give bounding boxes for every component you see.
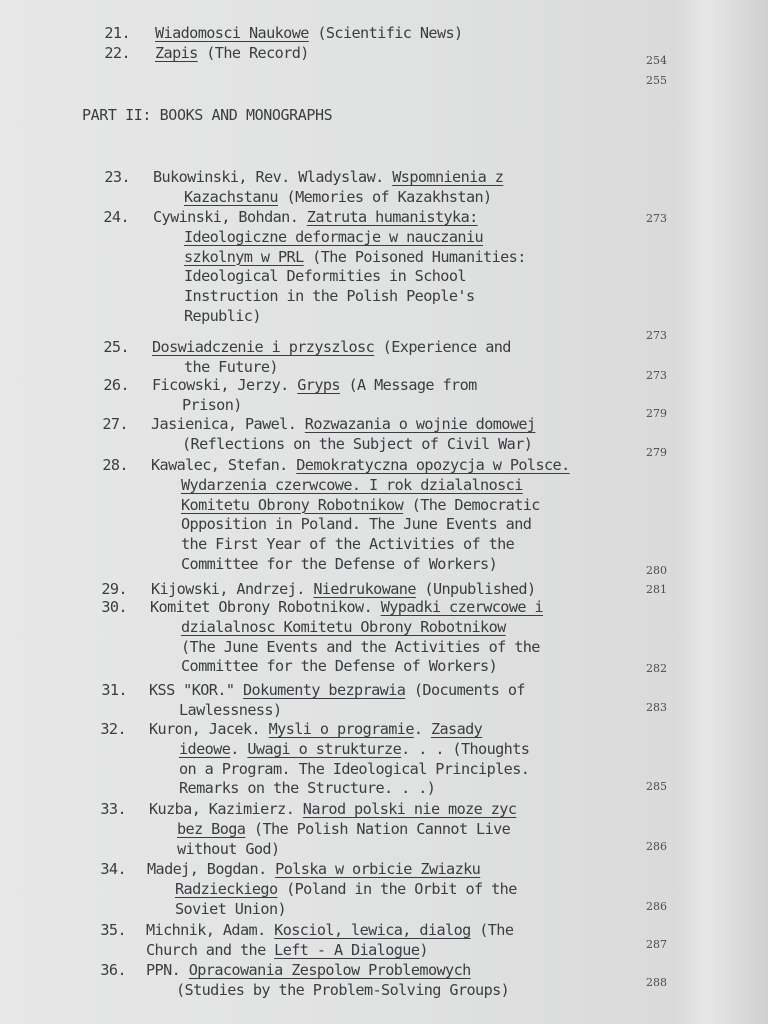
underlined-title: Zatruta humanistyka: bbox=[306, 208, 478, 226]
entry-line bbox=[184, 357, 278, 377]
entry-text: KSS "KOR." bbox=[149, 681, 243, 699]
entry-line bbox=[184, 286, 474, 306]
underlined-title: Zapis bbox=[155, 44, 198, 62]
entry-text: Instruction in the Polish People's bbox=[184, 287, 475, 306]
entry-line bbox=[181, 554, 497, 574]
underlined-title: Radzieckiego bbox=[175, 879, 278, 898]
entry-line bbox=[151, 455, 570, 475]
entry-text: (Memories of Kazakhstan) bbox=[277, 187, 492, 206]
page-number: 281 bbox=[646, 583, 667, 596]
underlined-title: Dokumenty bezprawia bbox=[242, 681, 406, 699]
entry-text: Kijowski, Andrzej. bbox=[151, 580, 314, 598]
entry-line bbox=[153, 207, 478, 227]
entry-text: Jasienica, Pawel. bbox=[151, 415, 305, 433]
entry-text: ) bbox=[419, 940, 428, 959]
page-number: 286 bbox=[646, 840, 667, 853]
underlined-title: Uwagi o strukturze bbox=[247, 739, 402, 758]
underlined-title: Zasady bbox=[430, 720, 483, 738]
entry-line bbox=[181, 656, 497, 676]
entry-line bbox=[150, 597, 543, 617]
entry-line bbox=[149, 680, 525, 700]
entry-text: (Scientific News) bbox=[308, 24, 463, 42]
underlined-title: Komitetu Obrony Robotnikow bbox=[181, 495, 404, 514]
entry-text: Cywinski, Bohdan. bbox=[153, 208, 307, 226]
entry-text: the Future) bbox=[184, 357, 278, 376]
entry-line bbox=[181, 495, 540, 515]
entry-text: Kuzba, Kazimierz. bbox=[149, 800, 303, 818]
page-number: 282 bbox=[646, 662, 667, 675]
underlined-title: Polska w orbicie Zwiazku bbox=[275, 860, 481, 878]
entry-text: (Reflections on the Subject of Civil War) bbox=[182, 434, 533, 453]
entry-line bbox=[155, 23, 463, 43]
entry-number: 23. bbox=[104, 168, 130, 186]
entry-text: on a Program. The Ideological Principles. bbox=[179, 759, 530, 778]
entry-line bbox=[184, 247, 526, 267]
underlined-title: Niedrukowane bbox=[313, 580, 416, 598]
underlined-title: Wiadomosci Naukowe bbox=[155, 24, 309, 42]
entry-line bbox=[155, 43, 309, 63]
underlined-title: Demokratyczna opozycja w Polsce. bbox=[296, 456, 570, 474]
page-number: 280 bbox=[646, 564, 667, 577]
entry-number: 35. bbox=[100, 921, 126, 939]
entry-number: 29. bbox=[101, 580, 127, 598]
entry-line bbox=[179, 759, 529, 779]
entry-text: (The Polish Nation Cannot Live bbox=[245, 819, 511, 838]
underlined-title: Gryps bbox=[297, 376, 340, 394]
entry-line bbox=[184, 306, 261, 326]
entry-text: . . . (Thoughts bbox=[401, 739, 530, 758]
underlined-title: Rozwazania o wojnie domowej bbox=[304, 415, 536, 433]
entry-text: Ideological Deformities in School bbox=[184, 267, 466, 286]
underlined-title: Mysli o programie bbox=[268, 720, 414, 738]
entry-text: (The Record) bbox=[197, 44, 309, 62]
entry-line bbox=[182, 395, 242, 415]
entry-line bbox=[177, 819, 510, 839]
entry-text: Committee for the Defense of Workers) bbox=[181, 657, 498, 676]
entry-line bbox=[181, 637, 540, 657]
page-number: 273 bbox=[646, 329, 667, 342]
page-number: 279 bbox=[646, 407, 667, 420]
page-number: 273 bbox=[646, 369, 667, 382]
underlined-title: dzialalnosc Komitetu Obrony Robotnikow bbox=[181, 617, 506, 636]
entry-number: 25. bbox=[103, 338, 129, 356]
underlined-title: ideowe bbox=[179, 739, 231, 758]
entry-line bbox=[152, 375, 477, 395]
entry-line bbox=[152, 337, 511, 357]
entry-number: 30. bbox=[101, 598, 127, 616]
entry-line bbox=[151, 414, 535, 434]
entry-line bbox=[151, 579, 536, 599]
entry-number: 36. bbox=[100, 961, 126, 979]
page-number: 255 bbox=[646, 74, 667, 87]
entry-line bbox=[153, 167, 503, 187]
entry-line bbox=[175, 899, 286, 919]
entry-text: Republic) bbox=[184, 307, 261, 325]
entry-line bbox=[181, 475, 523, 495]
entry-line bbox=[181, 617, 506, 637]
entry-line bbox=[181, 534, 514, 554]
underlined-title: Wspomnienia z bbox=[392, 168, 504, 186]
entry-text: (The bbox=[470, 921, 514, 939]
entry-text: (The Poisoned Humanities: bbox=[303, 247, 526, 266]
entry-text: Madej, Bogdan. bbox=[147, 860, 276, 878]
entry-text: Ficowski, Jerzy. bbox=[152, 376, 298, 394]
entry-line bbox=[149, 719, 482, 739]
entry-line bbox=[176, 980, 509, 1000]
entry-text: (Documents of bbox=[405, 681, 525, 699]
entry-line bbox=[181, 514, 531, 534]
entry-number: 27. bbox=[102, 415, 128, 433]
entry-text: Prison) bbox=[182, 395, 242, 414]
entry-text: (Unpublished) bbox=[415, 580, 536, 598]
entry-number: 26. bbox=[103, 376, 129, 394]
underlined-title: szkolnym w PRL bbox=[184, 247, 304, 266]
entry-line bbox=[146, 920, 513, 940]
underlined-title: Doswiadczenie i przyszlosc bbox=[152, 338, 375, 356]
entry-line bbox=[147, 859, 480, 879]
page-number: 279 bbox=[646, 446, 667, 459]
underlined-title: Narod polski nie moze zyc bbox=[302, 800, 517, 818]
entry-number: 28. bbox=[102, 456, 128, 474]
page-number: 288 bbox=[646, 976, 667, 989]
entry-line bbox=[182, 434, 532, 454]
entry-number: 32. bbox=[100, 720, 126, 738]
underlined-title: bez Boga bbox=[177, 819, 246, 838]
entry-text: Michnik, Adam. bbox=[146, 921, 275, 939]
entry-text: (The June Events and the Activities of the bbox=[181, 637, 540, 656]
entry-text: Kuron, Jacek. bbox=[149, 720, 269, 738]
entry-number: 22. bbox=[104, 44, 130, 62]
entry-text: (Studies by the Problem-Solving Groups) bbox=[176, 980, 510, 999]
entry-line bbox=[177, 839, 280, 859]
underlined-title: Left - A Dialogue bbox=[274, 940, 420, 959]
entry-text: Komitet Obrony Robotnikow. bbox=[150, 598, 381, 616]
entry-text: Committee for the Defense of Workers) bbox=[181, 555, 498, 573]
underlined-title: Ideologiczne deformacje w nauczaniu bbox=[184, 227, 484, 246]
underlined-title: Wypadki czerwcowe i bbox=[380, 598, 544, 616]
entry-line bbox=[149, 799, 516, 819]
entry-text: (Experience and bbox=[374, 338, 511, 356]
entry-text: (Poland in the Orbit of the bbox=[277, 879, 517, 898]
page-number: 285 bbox=[646, 780, 667, 793]
entry-line bbox=[175, 879, 517, 899]
underlined-title: Wydarzenia czerwcowe. I rok dzialalnosci bbox=[181, 475, 523, 494]
entry-number: 21. bbox=[104, 24, 130, 42]
underlined-title: Kosciol, lewica, dialog bbox=[274, 921, 471, 939]
entry-text: PPN. bbox=[146, 961, 189, 979]
entry-number: 34. bbox=[100, 860, 126, 878]
entry-text: Kawalec, Stefan. bbox=[151, 456, 297, 474]
entry-line bbox=[146, 960, 471, 980]
entry-text: (A Message from bbox=[339, 376, 477, 394]
entry-line bbox=[184, 187, 492, 207]
entry-text: Remarks on the Structure. . .) bbox=[179, 779, 436, 798]
underlined-title: Kazachstanu bbox=[184, 187, 278, 206]
entry-text: Lawlessness) bbox=[179, 700, 282, 719]
entry-text: Bukowinski, Rev. Wladyslaw. bbox=[153, 168, 393, 186]
entry-line bbox=[179, 739, 529, 759]
entry-line bbox=[179, 700, 282, 720]
entry-number: 33. bbox=[100, 800, 126, 818]
entry-line bbox=[146, 940, 428, 960]
entry-number: 31. bbox=[101, 681, 127, 699]
entry-text: . bbox=[230, 739, 248, 758]
entry-line bbox=[179, 778, 435, 798]
entry-text: Church and the bbox=[146, 940, 275, 959]
entry-text: without God) bbox=[177, 839, 280, 858]
entry-line bbox=[184, 227, 483, 247]
part-heading: PART II: BOOKS AND MONOGRAPHS bbox=[82, 106, 333, 124]
page-number: 254 bbox=[646, 54, 667, 67]
entry-text: Soviet Union) bbox=[175, 899, 287, 918]
page-number: 283 bbox=[646, 701, 667, 714]
entry-line bbox=[184, 266, 466, 286]
entry-number: 24. bbox=[103, 208, 129, 226]
entry-text: the First Year of the Activities of the bbox=[181, 535, 515, 554]
page-number: 286 bbox=[646, 900, 667, 913]
entry-text: Opposition in Poland. The June Events and bbox=[181, 515, 532, 534]
page-number: 273 bbox=[646, 212, 667, 225]
page-number: 287 bbox=[646, 938, 667, 951]
entry-text: (The Democratic bbox=[403, 495, 540, 514]
entry-text: . bbox=[413, 720, 431, 738]
underlined-title: Opracowania Zespolow Problemowych bbox=[188, 961, 471, 979]
